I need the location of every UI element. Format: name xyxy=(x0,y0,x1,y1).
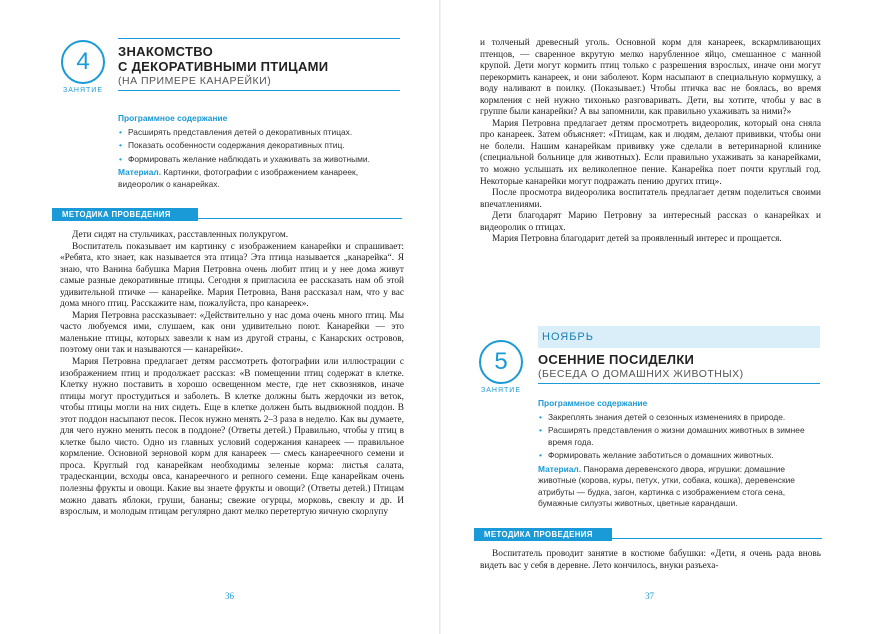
paragraph: Мария Петровна предлагает детям рассмотреть фотографии или иллюстрации с изображением птиц и продолжает рассказ: «В помещении птиц содержат в клетке. Клетку нужно поставить в хорошо освещенном месте, где нет сквозняков, иначе птицы могут простудиться и заболеть. В клетке должны быть жердочки из веток, чтобы птицы могли на них сидеть. Еще в клетке должен быть выдвижной поддон. В этот поддон насыпают песок. Песок нужно менять 2–3 раза в неделю. Как вы думаете, для чего нужно менять песок в поддоне? (Ответы детей.) Правильно, чтобы у птиц в клетке было чисто. Одно из главных условий содержания канареек — правильное кормление. Основной зерновой корм для канареек — смесь канареечного семени и проса. Круглый год канарейкам необходимы зеленые корма: листья салата, традесканции, всходы овса, канареечного и репного семени. Еще канарейкам очень полезны фрукты и овощи. Какие вы знаете фрукты и овощи? (Ответы детей.) Птицам можно давать яблоки, груши, бананы; свежие огурцы, морковь, свеклу и др. И взрослым, и молодым птицам регулярно дают мелко перетертую яичную скорлупу xyxy=(60,357,404,518)
program-heading: Программное содержание xyxy=(118,113,228,123)
page-number-left: 36 xyxy=(225,591,234,601)
paragraph: Дети сидят на стульчиках, расставленных полукругом. xyxy=(72,230,289,240)
lesson-number: 4 xyxy=(61,40,105,84)
lesson-title-block xyxy=(118,38,400,91)
lesson-caption: ЗАНЯТИЕ xyxy=(63,87,103,94)
program-heading: Программное содержание xyxy=(538,398,648,408)
program-content xyxy=(118,113,404,190)
lesson-caption: ЗАНЯТИЕ xyxy=(481,387,521,394)
lesson-badge-4 xyxy=(60,40,106,94)
material-label: Материал. xyxy=(118,167,162,177)
method-heading: МЕТОДИКА ПРОВЕДЕНИЯ xyxy=(52,208,198,221)
program-item: • Расширять представления о жизни домашних животных в зимнее время года. xyxy=(538,425,822,448)
program-item: • Закреплять знания детей о сезонных изменениях в природе. xyxy=(538,412,822,424)
program-item: • Формировать желание наблюдать и ухаживать за животными. xyxy=(118,154,404,166)
method-heading-bar xyxy=(474,528,822,541)
paragraph: Мария Петровна рассказывает: «Действительно у нас дома очень много птиц. Мы часто любуемся ими, слушаем, как они удивительно поют. Канарейки — это маленькие птицы, которых завезли к нам из другой страны, с Канарских островов, поэтому они так и называются — канарейки». xyxy=(60,310,404,356)
lesson-subtitle: (НА ПРИМЕРЕ КАНАРЕЙКИ) xyxy=(118,75,272,87)
program-item: • Формировать желание заботиться о домашних животных. xyxy=(538,450,822,462)
lesson-title-block xyxy=(538,352,820,384)
paragraph: Мария Петровна благодарит детей за проявленный интерес и прощается. xyxy=(492,234,782,245)
title-rule-bottom xyxy=(118,90,400,91)
program-list xyxy=(538,412,822,462)
paragraph: и толченый древесный уголь. Основной корм для канареек, вскармливающих птенцов, — сваренное вкрутую мелко нарубленное яйцо, смешанное с манной крупой. Дети могут кормить птиц только с разрешения взрослых, иначе они могут перекормить канареек, и они заболеют. Корм насыпают в специальную кормушку, а воду наливают в поилку. (Показывает.) Чтобы птичка вас не боялась, во время кормления с ней нужно тихонько разговаривать. Дети, вы хотите, чтобы у вас в группе были канарейки? А вы запомнили, как правильно ухаживать за ними?» xyxy=(480,38,821,118)
method-heading: МЕТОДИКА ПРОВЕДЕНИЯ xyxy=(474,528,612,541)
material-label: Материал. xyxy=(538,463,582,474)
title-rule xyxy=(118,38,400,39)
material-text: Панорама деревенского двора, игрушки: домашние животные (корова, куры, петух, утки, собака, кошка), деревенские атрибуты — будка, загон, картинка с изображением стога сена, бумажные силуэты животных, цветные карандаши. xyxy=(538,463,795,508)
lesson-subtitle: (БЕСЕДА О ДОМАШНИХ ЖИВОТНЫХ) xyxy=(538,368,744,380)
page-number-right: 37 xyxy=(645,591,654,601)
material xyxy=(118,167,404,190)
lesson-title-line1: ОСЕННИЕ ПОСИДЕЛКИ xyxy=(538,352,695,367)
method-heading-line xyxy=(198,218,402,219)
program-content xyxy=(538,398,822,510)
method-heading-bar xyxy=(52,208,402,221)
lesson-title-line2: С ДЕКОРАТИВНЫМИ ПТИЦАМИ xyxy=(118,59,329,74)
program-item: • Расширять представления детей о декоративных птицах. xyxy=(118,127,404,139)
material xyxy=(538,464,822,510)
paragraph: Воспитатель показывает им картинку с изображением канарейки и спрашивает: «Ребята, кто знает, как называется эта птица? Эта птица называется „канарейка“. Я знаю, что Ванина бабушка Мария Петровна очень любит птиц и у нее дома живут самые разные декоративные птицы. Сегодня я пригласила ее рассказать нам об этой удивительной птичке — канарейке. Мария Петровна, Ваня рассказал нам, что у вас дома много птиц. Расскажите нам, пожалуйста, про канареек». xyxy=(60,241,404,310)
lesson-title-line1: ЗНАКОМСТВО xyxy=(118,44,213,59)
method-heading-line xyxy=(612,538,822,539)
lesson-number: 5 xyxy=(479,340,523,384)
lesson-badge-5 xyxy=(478,340,524,394)
material-text: Картинки, фотографии с изображением канареек, видеоролик о канарейках. xyxy=(118,167,359,189)
paragraph: Дети благодарят Марию Петровну за интересный рассказ о канарейках и видеоролик о птицах. xyxy=(480,211,821,233)
body-text-left xyxy=(60,230,404,519)
month-band: НОЯБРЬ xyxy=(538,326,820,348)
paragraph: Воспитатель проводит занятие в костюме бабушки: «Дети, я очень рада вновь видеть вас у себя в деревне. Лето кончилось, внуки разъеха- xyxy=(480,549,821,571)
program-item: • Показать особенности содержания декоративных птиц. xyxy=(118,140,404,152)
title-rule-bottom xyxy=(538,383,820,384)
paragraph: Мария Петровна предлагает детям просмотреть видеоролик, который она сняла про канареек. Затем объясняет: «Птицам, как и людям, делают прививки, чтобы они не болели. Нашим канарейкам прививку уже сделали в ветеринарной клинике (специальной больнице для животных). Если правильно ухаживать за канарейками, то можно услышать их великолепное пение. Канарейка поет почти круглый год. Некоторые канарейки могут подражать пению других птиц». xyxy=(480,118,821,187)
body-text-right-bottom xyxy=(480,549,821,572)
body-text-right-top xyxy=(480,38,821,246)
paragraph: После просмотра видеоролика воспитатель предлагает детям поделиться своими впечатлениями. xyxy=(480,188,821,210)
program-list xyxy=(118,127,404,166)
